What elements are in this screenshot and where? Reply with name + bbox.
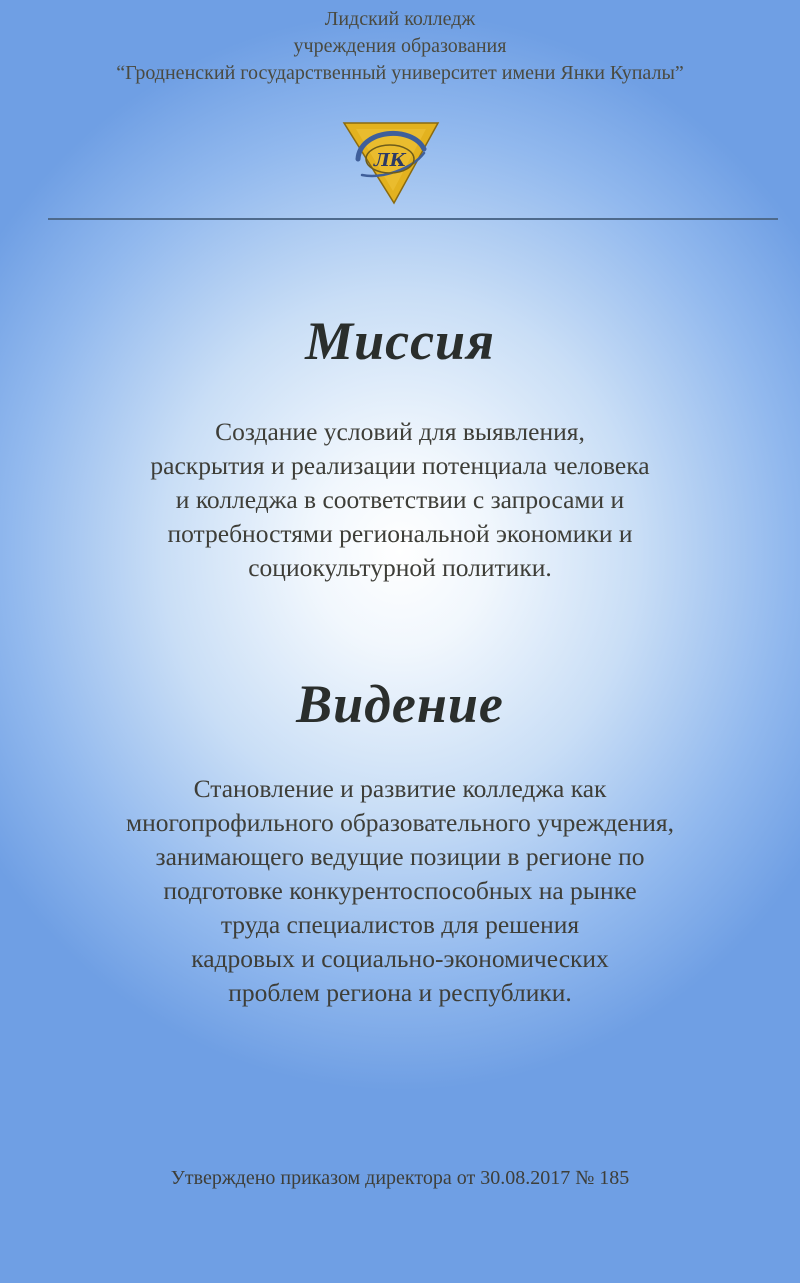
header-line-1: Лидский колледж bbox=[324, 8, 476, 30]
mission-line-5: социокультурной политики. bbox=[248, 553, 552, 582]
logo-lettering: ЛК bbox=[373, 150, 407, 171]
vision-line-6: кадровых и социально-экономических bbox=[191, 944, 609, 973]
mission-line-2: раскрытия и реализации потенциала человека bbox=[150, 451, 650, 480]
vision-line-1: Становление и развитие колледжа как bbox=[193, 774, 607, 803]
mission-line-1: Создание условий для выявления, bbox=[215, 417, 585, 446]
vision-text bbox=[0, 772, 800, 1010]
mission-heading: Миссия bbox=[305, 311, 495, 371]
header-line-2: учреждения образования bbox=[293, 35, 507, 57]
mission-line-4: потребностями региональной экономики и bbox=[167, 519, 633, 548]
college-logo-icon bbox=[342, 119, 440, 205]
header-line-3: “Гродненский государственный университет имени Янки Купалы” bbox=[116, 62, 684, 84]
mission-text bbox=[0, 415, 800, 585]
vision-line-3: занимающего ведущие позиции в регионе по bbox=[155, 842, 645, 871]
vision-line-2: многопрофильного образовательного учреждения, bbox=[125, 808, 675, 837]
mission-line-3: и колледжа в соответствии с запросами и bbox=[175, 485, 625, 514]
vision-line-7: проблем региона и республики. bbox=[228, 978, 572, 1007]
institution-header bbox=[0, 6, 800, 87]
header-divider bbox=[48, 218, 778, 220]
vision-heading: Видение bbox=[296, 674, 504, 734]
vision-line-4: подготовке конкурентоспособных на рынке bbox=[163, 876, 637, 905]
vision-line-5: труда специалистов для решения bbox=[220, 910, 580, 939]
approval-note: Утверждено приказом директора от 30.08.2017 № 185 bbox=[170, 1167, 630, 1189]
